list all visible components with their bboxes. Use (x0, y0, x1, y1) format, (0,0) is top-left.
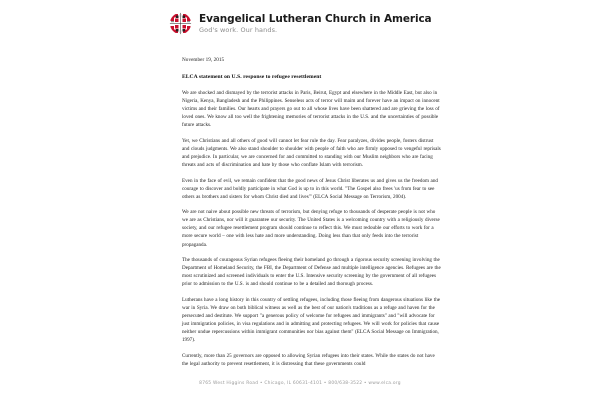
organization-name: Evangelical Lutheran Church in America (199, 12, 432, 25)
brand-text (199, 14, 432, 34)
letterhead (168, 11, 432, 36)
footer-contact-line: 8765 West Higgins Road • Chicago, IL 60631-4101 • 800/638-3522 • www.elca.org (199, 381, 401, 386)
paragraph: We are not naive about possible new threats of terrorism, but denying refuge to thousands of desperate people is not who we are as Christians, nor will it guarantee our security. The United States is a welcoming country with a religiously diverse society, and our refugee resettlement program should continue to reflect this. We must redouble our efforts to work for a more secure world – one with less hate and more understanding. Doing less than that only feeds into the terrorist propaganda. (182, 209, 440, 248)
document-title: ELCA statement on U.S. response to refugee resettlement (182, 74, 322, 80)
document-date: November 19, 2015 (182, 57, 225, 63)
paragraph: Lutherans have a long history in this country of settling refugees, including those fleeing from dangerous situations like the war in Syria. We draw on both biblical witness as well as the best of our nation's traditions as a refuge and haven for the persecuted and destitute. We support "a generous policy of welcome for refugees and immigrants" and "will advocate for just immigration policies, in visa regulations and in admitting and protecting refugees. We will work for policies that cause neither undue repercussions within immigrant communities nor bias against them" (ELCA Social Message on Immigration, 1997). (182, 296, 441, 344)
paragraph: We are shocked and dismayed by the terrorist attacks in Paris, Beirut, Egypt and elsewhere in the Middle East, but also in Nigeria, Kenya, Bangladesh and the Philippines. Senseless acts of terror will maim and forever have an impact on innocent victims and their families. Our hearts and prayers go out to all whose lives have been shattered and are grieving the loss of loved ones. We know all too well the frightening memories of terrorist attacks in the U.S. and the uncertainties of possible future attacks. (182, 90, 440, 129)
paragraph: Even in the face of evil, we remain confident that the good news of Jesus Christ liberates us and gives us the freedom and courage to discover and boldly participate in what God is up to in this world. "The Gospel also frees 'us from fear to see others as brothers and sisters for whom Christ died and lives'" (ELCA Social Message on Terrorism, 2004). (182, 177, 438, 200)
document-body (182, 89, 442, 376)
elca-globe-cross-logo-icon (168, 11, 193, 36)
paragraph: Currently, more than 25 governors are opposed to allowing Syrian refugees into their states. While the states do not have the legal authority to prevent resettlement, it is distressing that these governments could (182, 352, 435, 367)
paragraph: The thousands of courageous Syrian refugees fleeing their homeland go through a rigorous security screening involving the Department of Homeland Security, the FBI, the Department of Defense and multiple intelligence agencies. Refugees are the most scrutinized and screened individuals to enter the U.S. Intensive security screening by the government of all refugees prior to admission to the U.S. is and should continue to be a detailed and thorough process. (182, 257, 441, 288)
organization-tagline: God's work. Our hands. (199, 25, 278, 34)
paragraph: Yet, we Christians and all others of good will cannot let fear rule the day. Fear paralyzes, divides people, fosters distrust and clouds judgments. We also stand shoulder to shoulder with people of faith who are firmly opposed to vengeful reprisals and prejudice. In particular, we are concerned for and committed to standing with our Muslim neighbors who are facing threats and acts of discrimination and hate by those who conflate Islam with terrorism. (182, 137, 441, 168)
